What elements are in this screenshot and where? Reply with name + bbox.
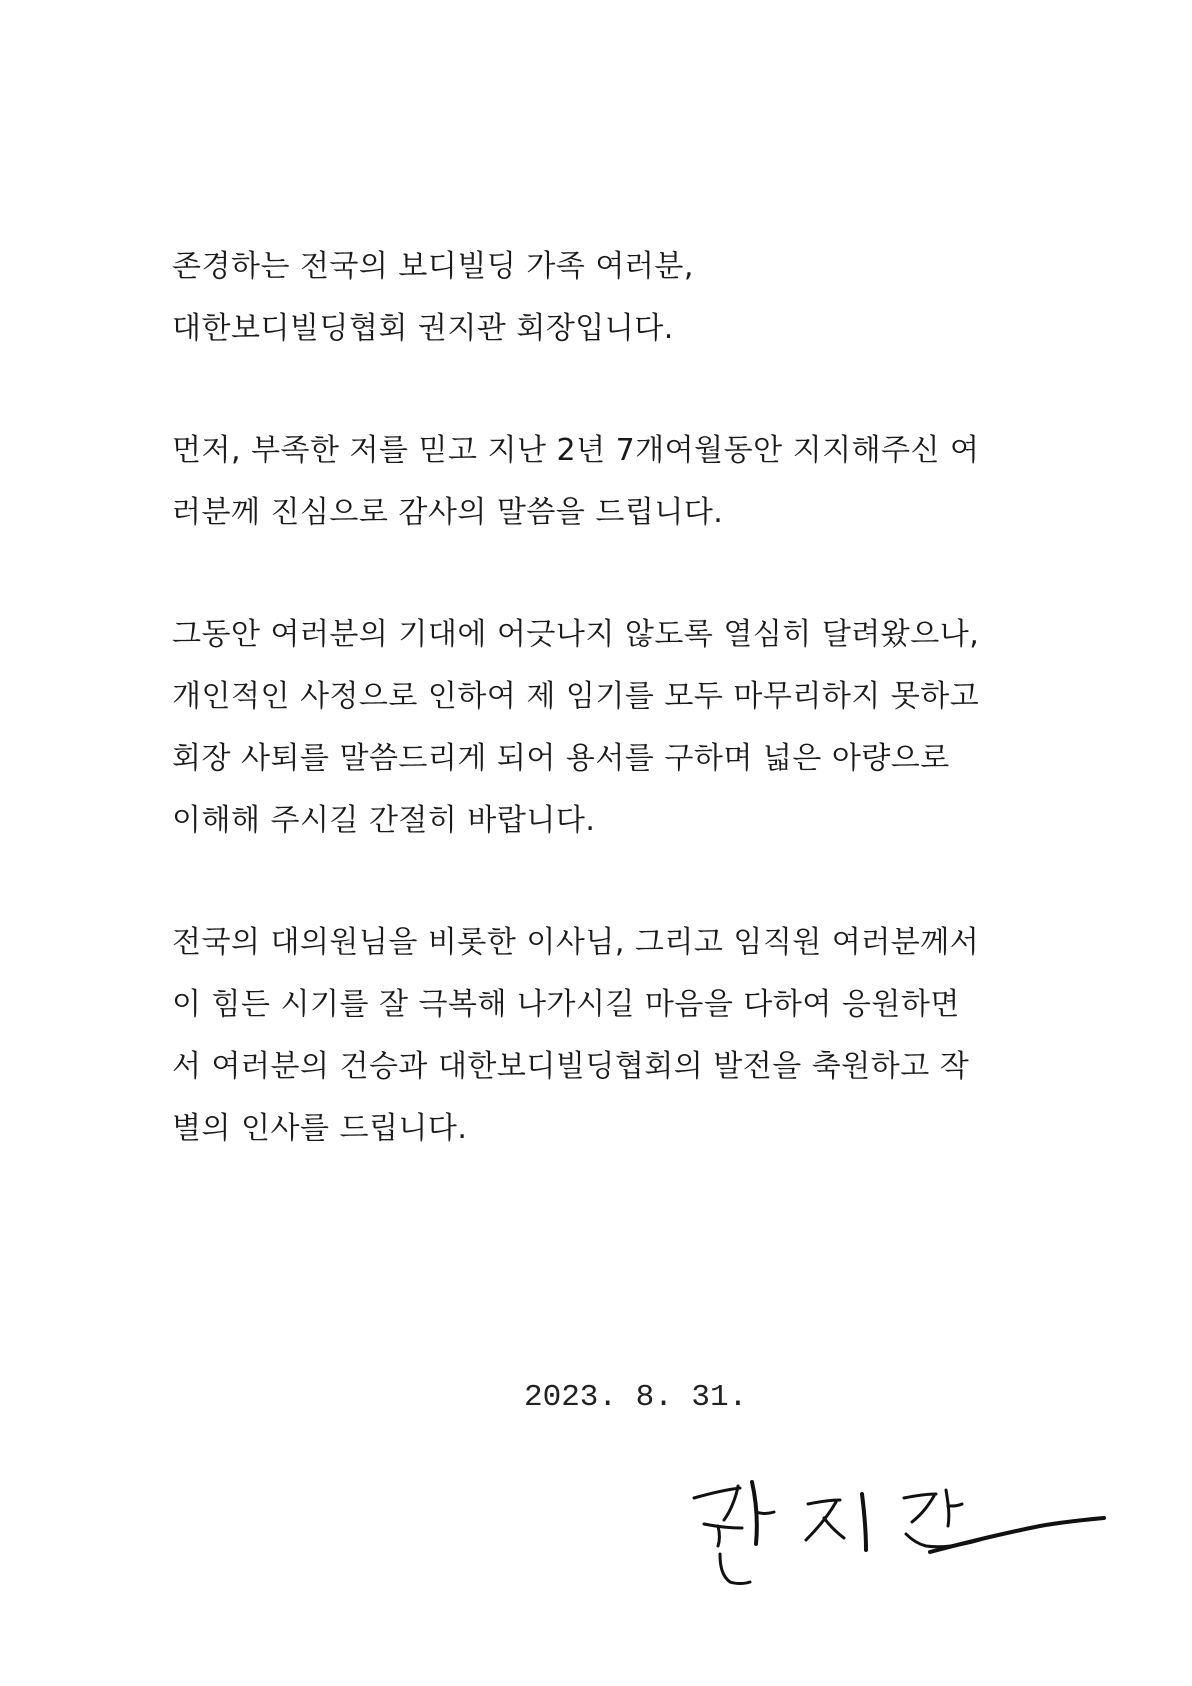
paragraph-3-line-2: 개인적인 사정으로 인하여 제 임기를 모두 마무리하지 못하고 — [172, 679, 980, 714]
handwritten-signature-icon — [690, 1460, 1110, 1590]
paragraph-4-line-2: 이 힘든 시기를 잘 극복해 나가시길 마음을 다하여 응원하면 — [172, 987, 960, 1022]
paragraph-3-line-4: 이해해 주시길 간절히 바랍니다. — [172, 803, 596, 838]
paragraph-3-line-1: 그동안 여러분의 기대에 어긋나지 않도록 열심히 달려왔으나, — [172, 617, 980, 652]
paragraph-1-line-1: 존경하는 전국의 보디빌딩 가족 여러분, — [172, 249, 694, 284]
paragraph-2-line-2: 러분께 진심으로 감사의 말씀을 드립니다. — [172, 495, 724, 530]
paragraph-3-line-3: 회장 사퇴를 말씀드리게 되어 용서를 구하며 넓은 아량으로 — [172, 741, 950, 776]
paragraph-2-line-1: 먼저, 부족한 저를 믿고 지난 2년 7개여월동안 지지해주신 여 — [172, 433, 980, 468]
paragraph-1-line-2: 대한보디빌딩협회 권지관 회장입니다. — [172, 311, 674, 346]
paragraph-4-line-4: 별의 인사를 드립니다. — [172, 1111, 468, 1146]
letter-date: 2023. 8. 31. — [524, 1380, 748, 1415]
paragraph-4-line-1: 전국의 대의원님을 비롯한 이사님, 그리고 임직원 여러분께서 — [172, 925, 980, 960]
paragraph-4-line-3: 서 여러분의 건승과 대한보디빌딩협회의 발전을 축원하고 작 — [172, 1049, 970, 1084]
